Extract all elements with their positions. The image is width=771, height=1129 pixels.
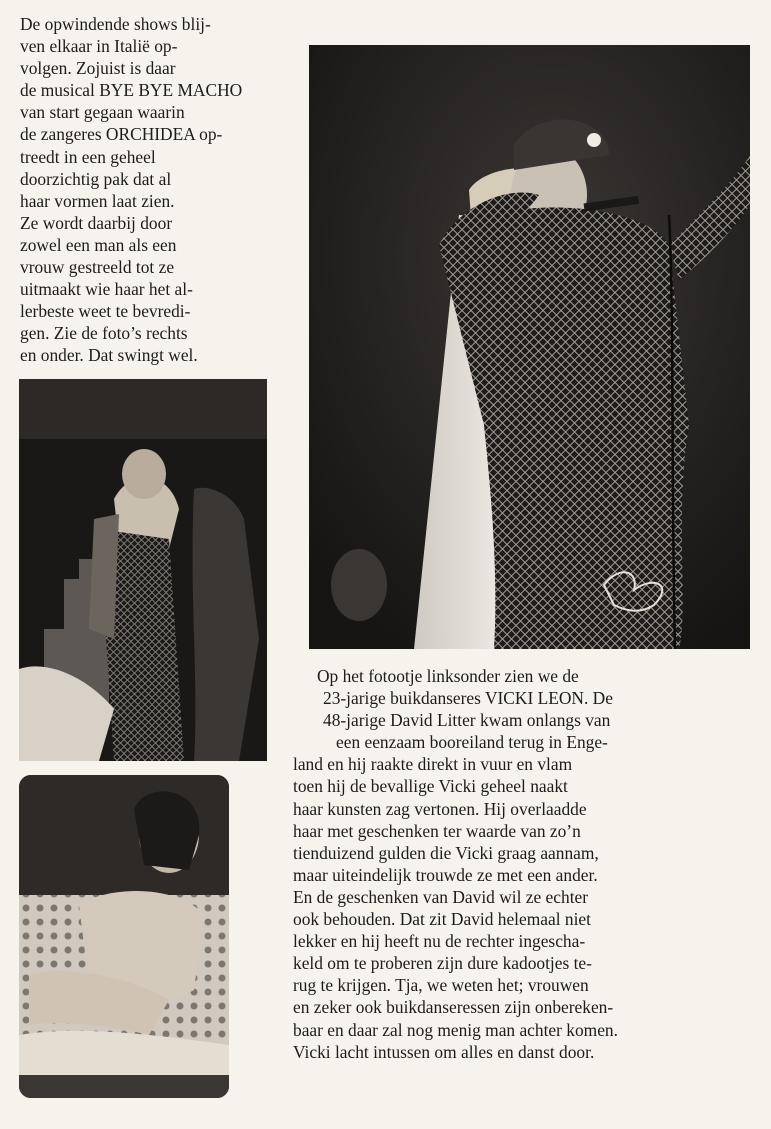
text-line: Op het fotootje linksonder zien we de xyxy=(317,666,579,686)
text-line: en zeker ook buikdanseressen zijn onbereken- xyxy=(293,997,614,1018)
stage-scene-illustration xyxy=(19,379,267,761)
text-line: de zangeres ORCHIDEA op- xyxy=(20,124,223,145)
text-line: lerbeste weet te bevredi- xyxy=(20,301,191,322)
text-line: toen hij de bevallige Vicki geheel naakt xyxy=(293,776,568,797)
stage-performance-photo xyxy=(19,379,267,761)
text-line: doorzichtig pak dat al xyxy=(20,168,172,189)
story-paragraph xyxy=(293,665,618,1063)
text-line: 23-jarige buikdanseres VICKI LEON. De xyxy=(323,688,613,709)
intro-paragraph xyxy=(20,13,242,367)
text-line: van start gegaan waarin xyxy=(20,102,185,123)
text-line: 48-jarige David Litter kwam onlangs van xyxy=(323,710,611,731)
text-line: en onder. Dat swingt wel. xyxy=(20,345,198,366)
text-line: lekker en hij heeft nu de rechter ingescha- xyxy=(293,931,586,952)
text-line: uitmaakt wie haar het al- xyxy=(20,279,193,300)
text-line: rug te krijgen. Tja, we weten het; vrouwen xyxy=(293,975,589,996)
text-line: treedt in een geheel xyxy=(20,146,156,167)
performer-photo-large xyxy=(309,45,750,649)
text-line: de musical BYE BYE MACHO xyxy=(20,80,243,101)
text-line: vrouw gestreeld tot ze xyxy=(20,257,175,278)
text-line: tienduizend gulden die Vicki graag aannam, xyxy=(293,842,599,863)
text-line: zowel een man als een xyxy=(20,234,177,255)
text-line: En de geschenken van David wil ze echter xyxy=(293,886,589,907)
reclining-figure-illustration xyxy=(19,775,229,1098)
text-line: haar met geschenken ter waarde van zo’n xyxy=(293,820,581,841)
text-line: ook behouden. Dat zit David helemaal niet xyxy=(293,909,591,930)
belly-dancer-photo xyxy=(19,775,229,1098)
text-line: haar kunsten zag vertonen. Hij overlaadde xyxy=(293,798,587,819)
text-line: Vicki lacht intussen om alles en danst door. xyxy=(293,1041,595,1062)
text-line: maar uiteindelijk trouwde ze met een ander. xyxy=(293,864,598,885)
text-line: haar vormen laat zien. xyxy=(20,190,175,211)
text-line: keld om te proberen zijn dure kadootjes te- xyxy=(293,953,592,974)
text-line: een eenzaam booreiland terug in Enge- xyxy=(336,732,608,753)
text-line: ven elkaar in Italië op- xyxy=(20,36,178,57)
text-line: baar en daar zal nog menig man achter komen. xyxy=(293,1019,618,1040)
performer-illustration xyxy=(309,45,750,649)
text-line: land en hij raakte direkt in vuur en vlam xyxy=(293,754,573,775)
text-line: De opwindende shows blij- xyxy=(20,14,211,34)
text-line: Ze wordt daarbij door xyxy=(20,212,173,233)
text-line: gen. Zie de foto’s rechts xyxy=(20,323,188,344)
text-line: volgen. Zojuist is daar xyxy=(20,58,176,79)
